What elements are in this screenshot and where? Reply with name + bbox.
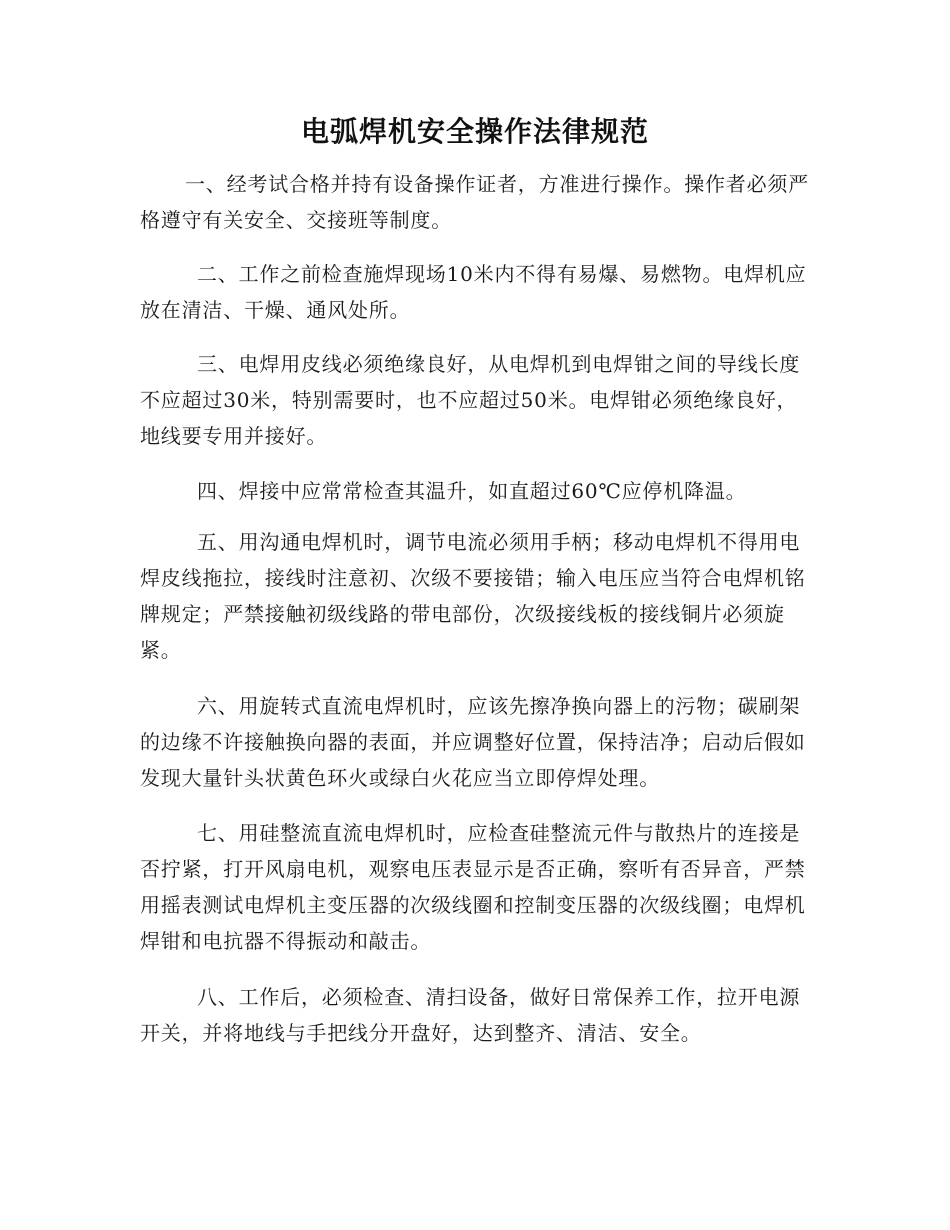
paragraph-1: 一、经考试合格并持有设备操作证者，方准进行操作。操作者必须严格遵守有关安全、交接班等制度。 <box>140 172 809 232</box>
paragraph-4: 四、焊接中应常常检查其温升，如直超过60℃应停机降温。 <box>197 479 747 503</box>
paragraph-6: 六、用旋转式直流电焊机时，应该先擦净换向器上的污物；碳刷架的边缘不许接触换向器的表面，并应调整好位置，保持洁净；启动后假如发现大量针头状黄色环火或绿白火花应当立即停焊处理。 <box>140 694 806 790</box>
paragraph-5: 五、用沟通电焊机时，调节电流必须用手柄；移动电焊机不得用电焊皮线拖拉，接线时注意初、次级不要接错；输入电压应当符合电焊机铭牌规定；严禁接触初级线路的带电部份，次级接线板的接线铜片必须旋紧。 <box>140 530 806 662</box>
paragraph-3: 三、电焊用皮线必须绝缘良好，从电焊机到电焊钳之间的导线长度不应超过30米，特别需要时，也不应超过50米。电焊钳必须绝缘良好，地线要专用并接好。 <box>140 352 801 448</box>
paragraph-2: 二、工作之前检查施焊现场10米内不得有易爆、易燃物。电焊机应放在清洁、干燥、通风处所。 <box>140 262 807 322</box>
document-title: 电弧焊机安全操作法律规范 <box>300 115 649 148</box>
paragraph-7: 七、用硅整流直流电焊机时，应检查硅整流元件与散热片的连接是否拧紧，打开风扇电机，观察电压表显示是否正确，察听有否异音，严禁用摇表测试电焊机主变压器的次级线圈和控制变压器的次级线圈；电焊机焊钳和电抗器不得振动和敲击。 <box>140 821 806 953</box>
paragraph-8: 八、工作后，必须检查、清扫设备，做好日常保养工作，拉开电源开关，并将地线与手把线分开盘好，达到整齐、清洁、安全。 <box>140 985 801 1045</box>
